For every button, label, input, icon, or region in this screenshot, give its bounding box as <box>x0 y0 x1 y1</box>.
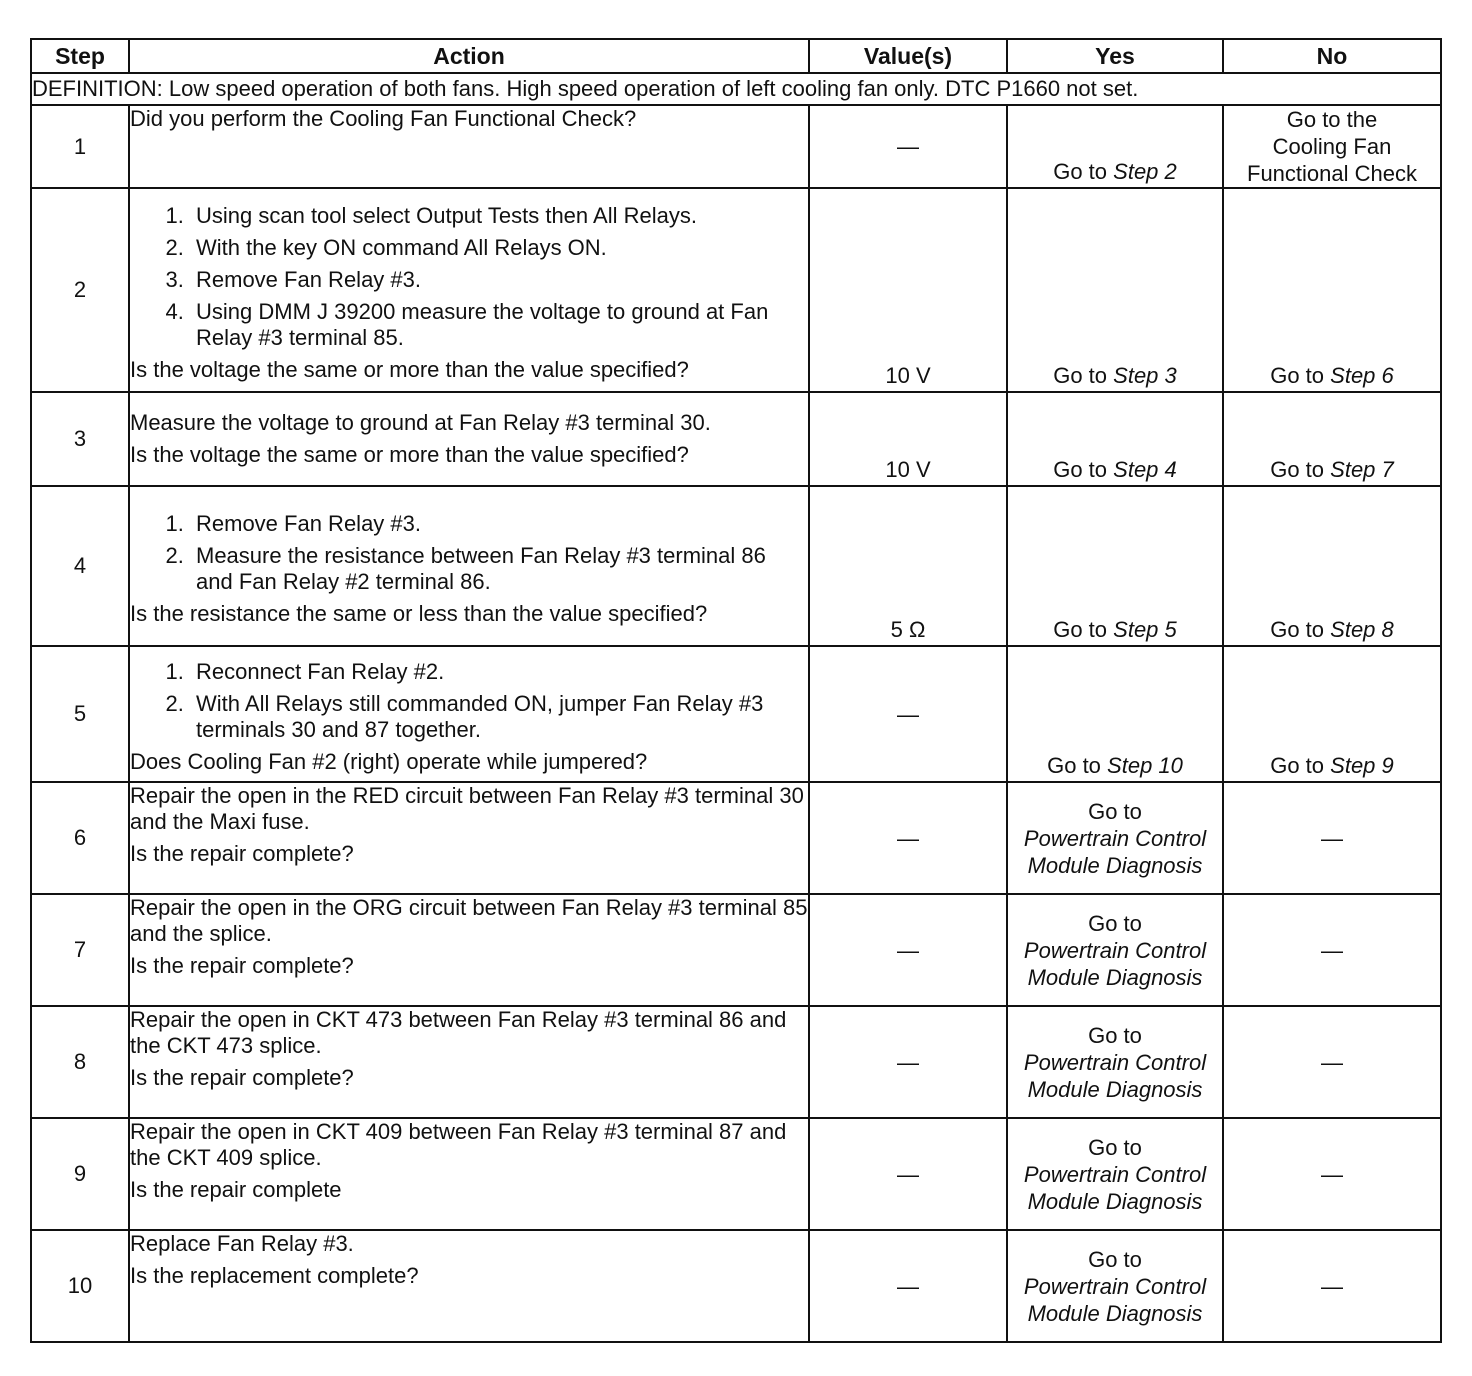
no-cell <box>1223 188 1441 392</box>
step-number: 9 <box>31 1118 129 1230</box>
action-question: Is the repair complete? <box>130 1065 354 1090</box>
yes-link[interactable]: Step 5 <box>1113 617 1177 642</box>
action-question: Is the replacement complete? <box>130 1263 419 1288</box>
yes-prefix: Go to <box>1053 363 1108 388</box>
no-cell: — <box>1223 1230 1441 1342</box>
no-link[interactable]: Step 7 <box>1330 457 1394 482</box>
action-cell <box>129 105 809 188</box>
no-link[interactable]: Step 8 <box>1330 617 1394 642</box>
action-step: 2. With the key ON command All Relays ON. <box>190 235 808 261</box>
table-row <box>31 782 1441 894</box>
no-header: No <box>1223 39 1441 73</box>
action-step: 2. With All Relays still commanded ON, jumper Fan Relay #3 terminals 30 and 87 together. <box>190 691 808 743</box>
table-row <box>31 1006 1441 1118</box>
action-step: 1. Reconnect Fan Relay #2. <box>190 659 808 685</box>
step-number: 6 <box>31 782 129 894</box>
no-line: Functional Check <box>1247 161 1417 186</box>
yes-cell <box>1007 1230 1223 1342</box>
yes-link[interactable]: Powertrain Control Module Diagnosis <box>1023 825 1207 878</box>
yes-link[interactable]: Step 4 <box>1113 457 1177 482</box>
table-row <box>31 105 1441 188</box>
value-cell: — <box>809 105 1007 188</box>
action-step: 2. Measure the resistance between Fan Relay #3 terminal 86 and Fan Relay #2 terminal 86. <box>190 543 808 595</box>
value-cell: — <box>809 1006 1007 1118</box>
no-prefix: Go to <box>1270 363 1325 388</box>
yes-prefix: Go to <box>1047 753 1101 778</box>
yes-prefix: Go to <box>1088 1022 1142 1048</box>
yes-cell <box>1007 188 1223 392</box>
action-text: Did you perform the Cooling Fan Functional Check? <box>130 106 637 131</box>
action-question: Is the repair complete <box>130 1177 342 1202</box>
action-text: Repair the open in the RED circuit between Fan Relay #3 terminal 30 and the Maxi fuse. <box>130 783 804 834</box>
action-cell <box>129 646 809 782</box>
yes-cell <box>1007 782 1223 894</box>
step-number: 1 <box>31 105 129 188</box>
table-row <box>31 1230 1441 1342</box>
yes-cell <box>1007 894 1223 1006</box>
action-steps <box>130 203 808 351</box>
no-cell <box>1223 105 1441 188</box>
step-number: 3 <box>31 392 129 486</box>
no-prefix: Go to <box>1270 753 1325 778</box>
action-cell <box>129 1118 809 1230</box>
no-line: Cooling Fan <box>1272 134 1392 159</box>
step-number: 7 <box>31 894 129 1006</box>
action-steps <box>130 511 808 595</box>
yes-link[interactable]: Step 2 <box>1113 159 1177 184</box>
yes-link[interactable]: Powertrain Control Module Diagnosis <box>1023 937 1207 990</box>
no-cell: — <box>1223 1118 1441 1230</box>
action-text: Repair the open in the ORG circuit between Fan Relay #3 terminal 85 and the splice. <box>130 895 808 946</box>
table-row <box>31 646 1441 782</box>
yes-link[interactable]: Step 3 <box>1113 363 1177 388</box>
no-link[interactable]: Step 9 <box>1330 753 1394 778</box>
action-question: Is the voltage the same or more than the value specified? <box>130 357 689 382</box>
value-cell: 10 V <box>809 188 1007 392</box>
action-steps <box>130 659 808 743</box>
step-number: 4 <box>31 486 129 646</box>
no-link[interactable]: Step 6 <box>1330 363 1394 388</box>
yes-cell <box>1007 1006 1223 1118</box>
table-row <box>31 188 1441 392</box>
action-cell <box>129 188 809 392</box>
action-text: Repair the open in CKT 473 between Fan Relay #3 terminal 86 and the CKT 473 splice. <box>130 1007 787 1058</box>
table-row <box>31 894 1441 1006</box>
no-cell: — <box>1223 782 1441 894</box>
definition-row <box>31 73 1441 105</box>
value-cell: — <box>809 646 1007 782</box>
yes-link[interactable]: Powertrain Control Module Diagnosis <box>1023 1161 1207 1214</box>
no-line: Go to the <box>1286 107 1378 132</box>
action-text: Replace Fan Relay #3. <box>130 1231 354 1256</box>
yes-prefix: Go to <box>1053 457 1108 482</box>
yes-cell <box>1007 105 1223 188</box>
yes-link[interactable]: Step 10 <box>1107 753 1183 778</box>
yes-cell <box>1007 486 1223 646</box>
action-step: 3. Remove Fan Relay #3. <box>190 267 808 293</box>
action-step: 1. Remove Fan Relay #3. <box>190 511 808 537</box>
yes-prefix: Go to <box>1088 1246 1142 1272</box>
yes-prefix: Go to <box>1088 798 1142 824</box>
action-step: 1. Using scan tool select Output Tests then All Relays. <box>190 203 808 229</box>
action-cell <box>129 782 809 894</box>
value-cell: — <box>809 1118 1007 1230</box>
no-cell: — <box>1223 894 1441 1006</box>
definition-text: DEFINITION: Low speed operation of both fans. High speed operation of left cooling fan only. DTC P1660 not set. <box>31 73 1441 105</box>
yes-link[interactable]: Powertrain Control Module Diagnosis <box>1023 1049 1207 1102</box>
step-number: 2 <box>31 188 129 392</box>
action-cell <box>129 1230 809 1342</box>
table-row <box>31 486 1441 646</box>
table-row <box>31 392 1441 486</box>
action-cell <box>129 392 809 486</box>
no-cell <box>1223 392 1441 486</box>
action-question: Is the voltage the same or more than the value specified? <box>130 442 689 467</box>
yes-cell <box>1007 1118 1223 1230</box>
action-step: 4. Using DMM J 39200 measure the voltage to ground at Fan Relay #3 terminal 85. <box>190 299 808 351</box>
yes-cell <box>1007 392 1223 486</box>
value-cell: — <box>809 1230 1007 1342</box>
yes-prefix: Go to <box>1053 617 1108 642</box>
yes-prefix: Go to <box>1053 159 1108 184</box>
action-cell <box>129 894 809 1006</box>
yes-header: Yes <box>1007 39 1223 73</box>
step-number: 8 <box>31 1006 129 1118</box>
no-prefix: Go to <box>1270 457 1325 482</box>
action-header: Action <box>129 39 809 73</box>
action-question: Is the repair complete? <box>130 953 354 978</box>
no-cell: — <box>1223 1006 1441 1118</box>
diagnostic-table <box>30 38 1442 1343</box>
action-text: Measure the voltage to ground at Fan Relay #3 terminal 30. <box>130 410 711 435</box>
yes-link[interactable]: Powertrain Control Module Diagnosis <box>1023 1273 1207 1326</box>
action-question: Is the resistance the same or less than the value specified? <box>130 601 708 626</box>
header-row <box>31 39 1441 73</box>
value-cell: 10 V <box>809 392 1007 486</box>
action-text: Repair the open in CKT 409 between Fan Relay #3 terminal 87 and the CKT 409 splice. <box>130 1119 787 1170</box>
no-cell <box>1223 646 1441 782</box>
yes-cell <box>1007 646 1223 782</box>
table-row <box>31 1118 1441 1230</box>
yes-prefix: Go to <box>1088 1134 1142 1160</box>
step-number: 5 <box>31 646 129 782</box>
action-cell <box>129 486 809 646</box>
action-question: Is the repair complete? <box>130 841 354 866</box>
no-prefix: Go to <box>1270 617 1325 642</box>
step-header: Step <box>31 39 129 73</box>
value-cell: — <box>809 894 1007 1006</box>
step-number: 10 <box>31 1230 129 1342</box>
value-cell: — <box>809 782 1007 894</box>
value-header: Value(s) <box>809 39 1007 73</box>
action-cell <box>129 1006 809 1118</box>
value-cell: 5 Ω <box>809 486 1007 646</box>
no-cell <box>1223 486 1441 646</box>
yes-prefix: Go to <box>1088 910 1142 936</box>
action-question: Does Cooling Fan #2 (right) operate while jumpered? <box>130 749 648 774</box>
